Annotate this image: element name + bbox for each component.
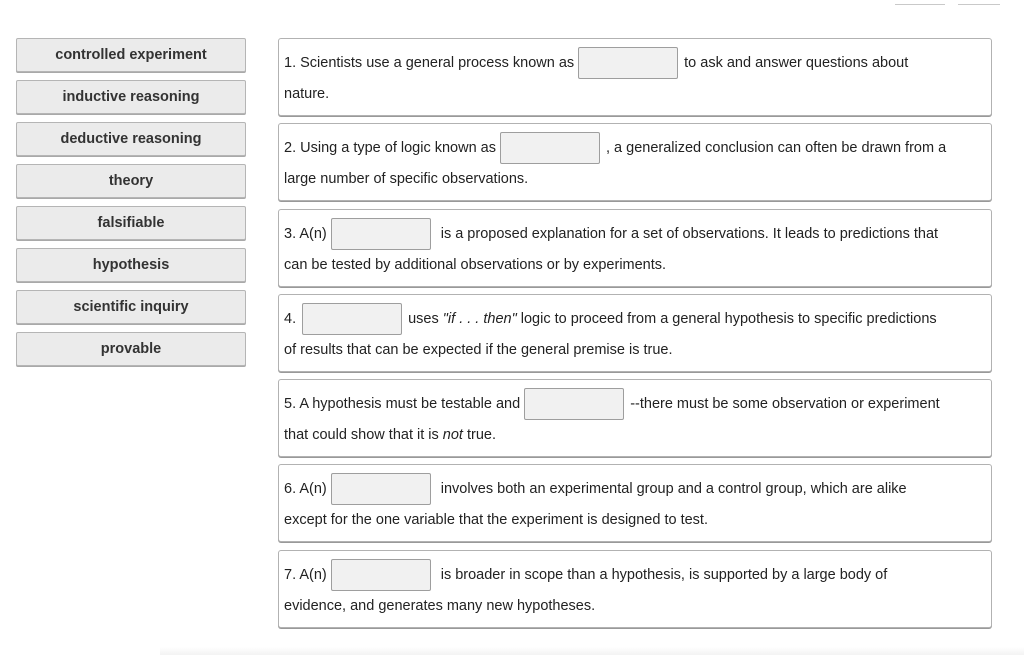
- question-2-text-before: 2. Using a type of logic known as: [284, 140, 496, 157]
- word-bank: [16, 38, 248, 374]
- question-1: [278, 38, 992, 116]
- question-4-line2: of results that can be expected if the general premise is true.: [284, 341, 673, 358]
- word-tile-deductive-reasoning[interactable]: deductive reasoning: [16, 122, 246, 156]
- question-7-line2: evidence, and generates many new hypotheses.: [284, 597, 596, 614]
- top-divider-1: [895, 4, 945, 5]
- question-6-line2: except for the one variable that the experiment is designed to test.: [284, 512, 708, 529]
- question-5: [278, 379, 992, 457]
- question-2: [278, 123, 992, 201]
- question-4: [278, 294, 992, 372]
- question-3-text-after: is a proposed explanation for a set of observations. It leads to predictions that: [440, 225, 939, 242]
- question-1-drop-target[interactable]: [578, 47, 678, 79]
- question-5-line2: that could show that it is not true.: [284, 427, 496, 444]
- question-1-text-after: to ask and answer questions about: [684, 55, 909, 71]
- bottom-shade: [160, 647, 1024, 655]
- word-tile-hypothesis[interactable]: hypothesis: [16, 248, 246, 282]
- question-3-line2: can be tested by additional observations or by experiments.: [284, 256, 667, 273]
- question-7-drop-target[interactable]: [331, 559, 431, 591]
- word-tile-theory[interactable]: theory: [16, 164, 246, 198]
- question-7-text-before: 7. A(n): [284, 566, 327, 583]
- question-list: [278, 38, 992, 635]
- question-5-text-after: --there must be some observation or experiment: [630, 396, 940, 413]
- question-5-drop-target[interactable]: [524, 388, 624, 420]
- question-6: [278, 464, 992, 542]
- question-1-text-before: 1. Scientists use a general process known as: [284, 55, 575, 71]
- word-tile-scientific-inquiry[interactable]: scientific inquiry: [16, 290, 246, 324]
- question-5-text-before: 5. A hypothesis must be testable and: [284, 396, 521, 413]
- word-tile-inductive-reasoning[interactable]: inductive reasoning: [16, 80, 246, 114]
- question-3: [278, 209, 992, 287]
- question-3-drop-target[interactable]: [331, 218, 431, 250]
- question-4-text-before: 4.: [284, 310, 297, 327]
- question-6-drop-target[interactable]: [331, 473, 431, 505]
- question-6-text-before: 6. A(n): [284, 481, 327, 498]
- word-tile-falsifiable[interactable]: falsifiable: [16, 206, 246, 240]
- top-divider-2: [958, 4, 1000, 5]
- word-tile-controlled-experiment[interactable]: controlled experiment: [16, 38, 246, 72]
- word-tile-provable[interactable]: provable: [16, 332, 246, 366]
- question-3-text-before: 3. A(n): [284, 225, 327, 242]
- question-4-text-after: uses "if . . . then" logic to proceed from a general hypothesis to specific predictions: [408, 310, 937, 327]
- question-2-text-after: , a generalized conclusion can often be drawn from a: [605, 140, 947, 157]
- question-2-drop-target[interactable]: [500, 132, 600, 164]
- question-7-text-after: is broader in scope than a hypothesis, is supported by a large body of: [440, 566, 888, 583]
- question-2-line2: large number of specific observations.: [284, 171, 529, 188]
- question-4-drop-target[interactable]: [302, 303, 402, 335]
- question-1-line2: nature.: [284, 86, 330, 102]
- question-6-text-after: involves both an experimental group and a control group, which are alike: [440, 481, 907, 498]
- question-7: [278, 550, 992, 628]
